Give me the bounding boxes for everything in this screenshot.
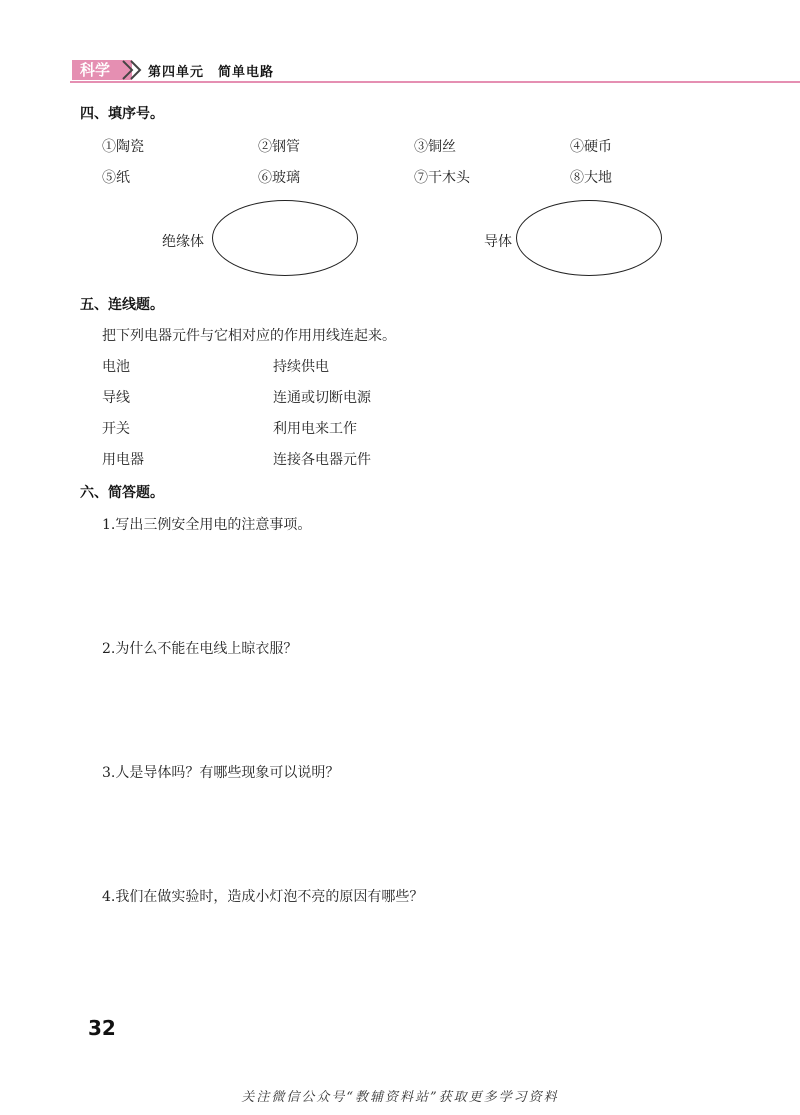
question-2: 2.为什么不能在电线上晾衣服？ (102, 641, 298, 657)
option-item: ⑥玻璃 (258, 170, 300, 186)
function-item[interactable]: 利用电来工作 (273, 421, 357, 437)
option-item: ⑧大地 (570, 170, 612, 186)
option-item: ⑦干木头 (414, 170, 470, 186)
component-item[interactable]: 导线 (102, 390, 130, 406)
section-6-title: 六、简答题。 (80, 485, 164, 501)
unit-title: 第四单元 简单电路 (148, 65, 275, 80)
option-item: ⑤纸 (102, 170, 130, 186)
component-item[interactable]: 开关 (102, 421, 130, 437)
footer-note: 关注微信公众号“教辅资料站”获取更多学习资料 (241, 1090, 559, 1105)
component-item[interactable]: 电池 (102, 359, 130, 375)
page-header (60, 58, 800, 84)
component-item[interactable]: 用电器 (102, 452, 144, 468)
function-item[interactable]: 持续供电 (273, 359, 329, 375)
option-item: ③铜丝 (414, 139, 456, 155)
conductor-label: 导体 (484, 234, 512, 250)
option-item: ②钢管 (258, 139, 300, 155)
conductor-answer-oval[interactable] (516, 200, 662, 276)
insulator-label: 绝缘体 (162, 234, 204, 250)
function-item[interactable]: 连接各电器元件 (273, 452, 371, 468)
function-item[interactable]: 连通或切断电源 (273, 390, 371, 406)
header-divider (70, 81, 800, 83)
section-4-title: 四、填序号。 (80, 106, 164, 122)
option-item: ④硬币 (570, 139, 612, 155)
section-5-title: 五、连线题。 (80, 297, 164, 313)
question-1: 1.写出三例安全用电的注意事项。 (102, 517, 312, 533)
subject-tab: 科学 (72, 60, 132, 80)
section-5-instruction: 把下列电器元件与它相对应的作用用线连起来。 (102, 328, 396, 344)
question-3: 3.人是导体吗？有哪些现象可以说明？ (102, 765, 340, 781)
double-chevron-icon (120, 58, 146, 82)
page-number: 32 (88, 1016, 116, 1040)
insulator-answer-oval[interactable] (212, 200, 358, 276)
option-item: ①陶瓷 (102, 139, 144, 155)
question-4: 4.我们在做实验时，造成小灯泡不亮的原因有哪些？ (102, 889, 424, 905)
